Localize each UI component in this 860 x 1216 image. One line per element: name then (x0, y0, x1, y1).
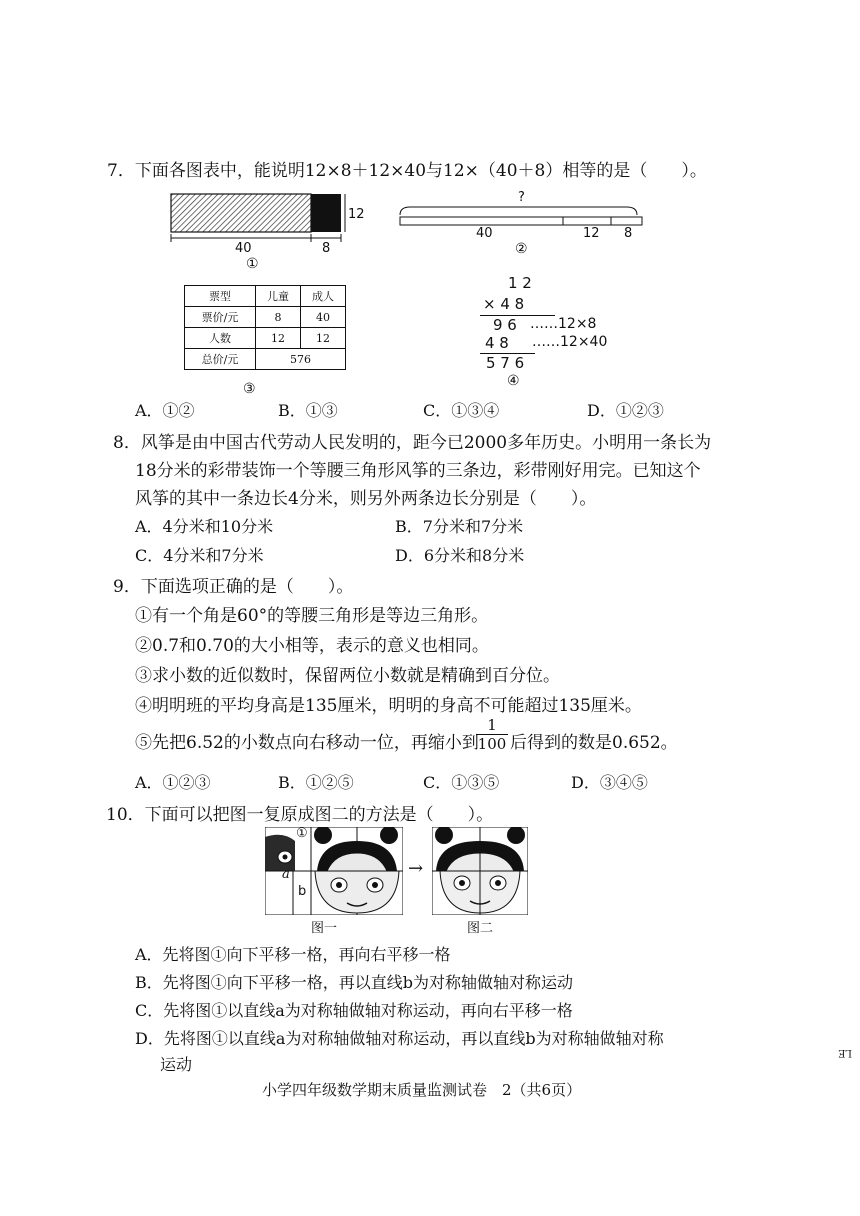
q9-statement-4: ④明明班的平均身高是135厘米，明明的身高不可能超过135厘米。 (135, 696, 642, 716)
q9-statement-2: ②0.7和0.70的大小相等，表示的意义也相同。 (135, 636, 489, 656)
table-header: 票型 (185, 286, 256, 307)
q9-statement-5-part-1: ⑤先把6.52的小数点向右移动一位，再缩小到 (135, 733, 479, 753)
q10-fig1-mark-1: ① (296, 826, 308, 841)
q9-option-d[interactable]: D．③④⑤ (571, 773, 648, 792)
table-cell: 总价/元 (185, 349, 256, 370)
q7-fig2-question-mark: ? (518, 190, 525, 205)
q8-stem-line-1: 8．风筝是由中国古代劳动人民发明的，距今已2000多年历史。小明用一条长为 (113, 433, 712, 453)
q7-fig2-label-40: 40 (476, 226, 493, 241)
q10-option-c[interactable]: C．先将图①以直线a为对称轴做轴对称运动，再向右平移一格 (135, 1001, 573, 1020)
q10-line-b-label: b (298, 884, 307, 899)
q7-figure-3-table (184, 285, 346, 370)
q10-line-a-label: a (282, 867, 290, 882)
q10-caption-figure-1: 图一 (311, 921, 338, 936)
table-cell: 40 (301, 307, 346, 328)
q9-statement-3: ③求小数的近似数时，保留两位小数就是精确到百分位。 (135, 666, 560, 686)
q7-fig4-line2: × 4 8 (483, 295, 525, 313)
q9-option-a[interactable]: A．①②③ (135, 773, 211, 792)
q8-option-b[interactable]: B．7分米和7分米 (395, 517, 524, 536)
table-cell: 8 (256, 307, 301, 328)
q7-fig1-right-label: 8 (322, 241, 331, 256)
q7-fig4-note3: ……12×8 (530, 316, 597, 332)
q9-statement-1: ①有一个角是60°的等腰三角形是等边三角形。 (135, 606, 489, 626)
fraction-numerator: 1 (476, 716, 508, 735)
q7-fig4-note4: ……12×40 (532, 334, 608, 350)
q10-figure-1 (265, 827, 403, 915)
q7-fig4-line1: 1 2 (508, 274, 532, 292)
q8-option-c[interactable]: C．4分米和7分米 (135, 546, 264, 565)
q7-option-d[interactable]: D．①②③ (587, 401, 664, 420)
q7-fig4-line5: 5 7 6 (486, 354, 525, 372)
q7-fig4-line3: 9 6 (493, 316, 517, 334)
q10-option-d-line-2: 运动 (160, 1055, 193, 1074)
table-header: 儿童 (256, 286, 301, 307)
table-header: 成人 (301, 286, 346, 307)
q8-stem-line-2: 18分米的彩带装饰一个等腰三角形风筝的三条边，彩带刚好用完。已知这个 (135, 461, 701, 481)
q7-fig1-left-label: 40 (235, 241, 252, 256)
q7-fig2-tag: ② (515, 241, 528, 257)
q7-fig2-label-8: 8 (624, 226, 633, 241)
q9-statement-5-part-2: 后得到的数是0.652。 (510, 733, 678, 753)
q8-option-d[interactable]: D．6分米和8分米 (395, 546, 525, 565)
table-cell: 人数 (185, 328, 256, 349)
table-cell: 12 (256, 328, 301, 349)
q10-caption-figure-2: 图二 (467, 921, 494, 936)
q7-figure-1-bar (165, 190, 365, 270)
q10-option-b[interactable]: B．先将图①向下平移一格，再以直线b为对称轴做轴对称运动 (135, 973, 574, 992)
table-cell: 576 (256, 349, 346, 370)
q7-fig1-side-label: 12 (348, 207, 365, 222)
q10-figure-2 (432, 827, 528, 915)
q10-stem: 10．下面可以把图一复原成图二的方法是（ ）。 (106, 805, 494, 825)
q7-fig4-line4: 4 8 (485, 334, 509, 352)
fraction-denominator: 100 (477, 735, 507, 753)
page-footer: 小学四年级数学期末质量监测试卷 2（共6页） (262, 1081, 582, 1099)
q7-fig3-tag: ③ (243, 381, 256, 397)
q9-statement-5-fraction (476, 716, 508, 753)
q7-option-a[interactable]: A．①② (135, 401, 195, 420)
q7-option-c[interactable]: C．①③④ (423, 401, 500, 420)
q10-option-a[interactable]: A．先将图①向下平移一格，再向右平移一格 (135, 945, 451, 964)
side-margin-mark: LE (838, 1047, 852, 1058)
q7-fig2-label-12: 12 (583, 226, 600, 241)
q9-option-b[interactable]: B．①②⑤ (278, 773, 354, 792)
q8-stem-line-3: 风筝的其中一条边长4分米，则另外两条边长分别是（ ）。 (135, 489, 597, 509)
table-cell: 票价/元 (185, 307, 256, 328)
q7-fig4-tag: ④ (507, 373, 520, 389)
q9-option-c[interactable]: C．①③⑤ (423, 773, 500, 792)
table-cell: 12 (301, 328, 346, 349)
q10-option-d-line-1[interactable]: D．先将图①以直线a为对称轴做轴对称运动，再以直线b为对称轴做轴对称 (135, 1029, 664, 1048)
q9-stem: 9．下面选项正确的是（ ）。 (113, 577, 354, 597)
q7-option-b[interactable]: B．①③ (278, 401, 338, 420)
q7-stem: 7．下面各图表中，能说明12×8＋12×40与12×（40＋8）相等的是（ ）。 (107, 161, 707, 181)
q10-arrow-icon: → (408, 858, 424, 879)
q8-option-a[interactable]: A．4分米和10分米 (135, 517, 274, 536)
q7-fig1-tag: ① (246, 256, 259, 272)
